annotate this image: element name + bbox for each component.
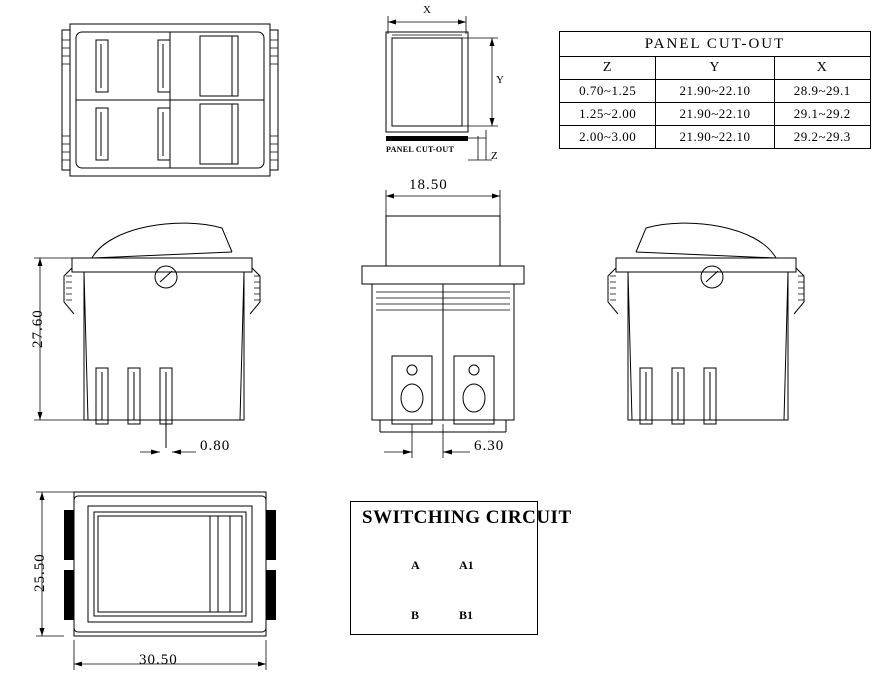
table-row: [560, 103, 871, 126]
view-panel-cutout: [386, 16, 498, 160]
view-side-right: [608, 223, 804, 424]
panel-cutout-title: PANEL CUT-OUT: [560, 32, 871, 57]
dimension-pin-thickness: 0.80: [200, 438, 231, 454]
cell-z: 1.25~2.00: [560, 103, 656, 126]
dimension-height-side: 27.60: [30, 309, 46, 348]
dimension-panel-width: 30.50: [139, 652, 178, 668]
switching-circuit-title: SWITCHING CIRCUIT: [362, 507, 572, 528]
cutout-caption: PANEL CUT-OUT: [386, 145, 455, 154]
table-title-row: [560, 32, 871, 57]
dimension-body-width-front: 18.50: [409, 177, 448, 193]
cutout-label-z: Z: [491, 150, 499, 162]
cell-z: 2.00~3.00: [560, 126, 656, 149]
view-side-left: [34, 223, 260, 454]
table-row: [560, 126, 871, 149]
cell-x: 28.9~29.1: [774, 80, 870, 103]
circuit-node-b1: B1: [459, 608, 474, 622]
view-bottom-plan: [36, 492, 276, 670]
cutout-label-y: Y: [496, 74, 505, 86]
circuit-node-b: B: [411, 608, 420, 622]
circuit-node-a1: A1: [459, 558, 474, 572]
cell-x: 29.2~29.3: [774, 126, 870, 149]
panel-cutout-table: [559, 31, 871, 149]
circuit-node-a: A: [411, 558, 420, 572]
table-header-row: [560, 57, 871, 80]
column-header-y: Y: [656, 57, 774, 80]
cell-x: 29.1~29.2: [774, 103, 870, 126]
column-header-z: Z: [560, 57, 656, 80]
view-front: [362, 190, 524, 458]
cell-y: 21.90~22.10: [656, 103, 774, 126]
table-row: [560, 80, 871, 103]
dimension-panel-height: 25.50: [32, 553, 48, 592]
cell-y: 21.90~22.10: [656, 126, 774, 149]
cell-y: 21.90~22.10: [656, 80, 774, 103]
cell-z: 0.70~1.25: [560, 80, 656, 103]
cutout-label-x: X: [423, 4, 432, 16]
dimension-pin-spacing: 6.30: [474, 438, 505, 454]
column-header-x: X: [774, 57, 870, 80]
view-top-rocker: [62, 24, 278, 176]
